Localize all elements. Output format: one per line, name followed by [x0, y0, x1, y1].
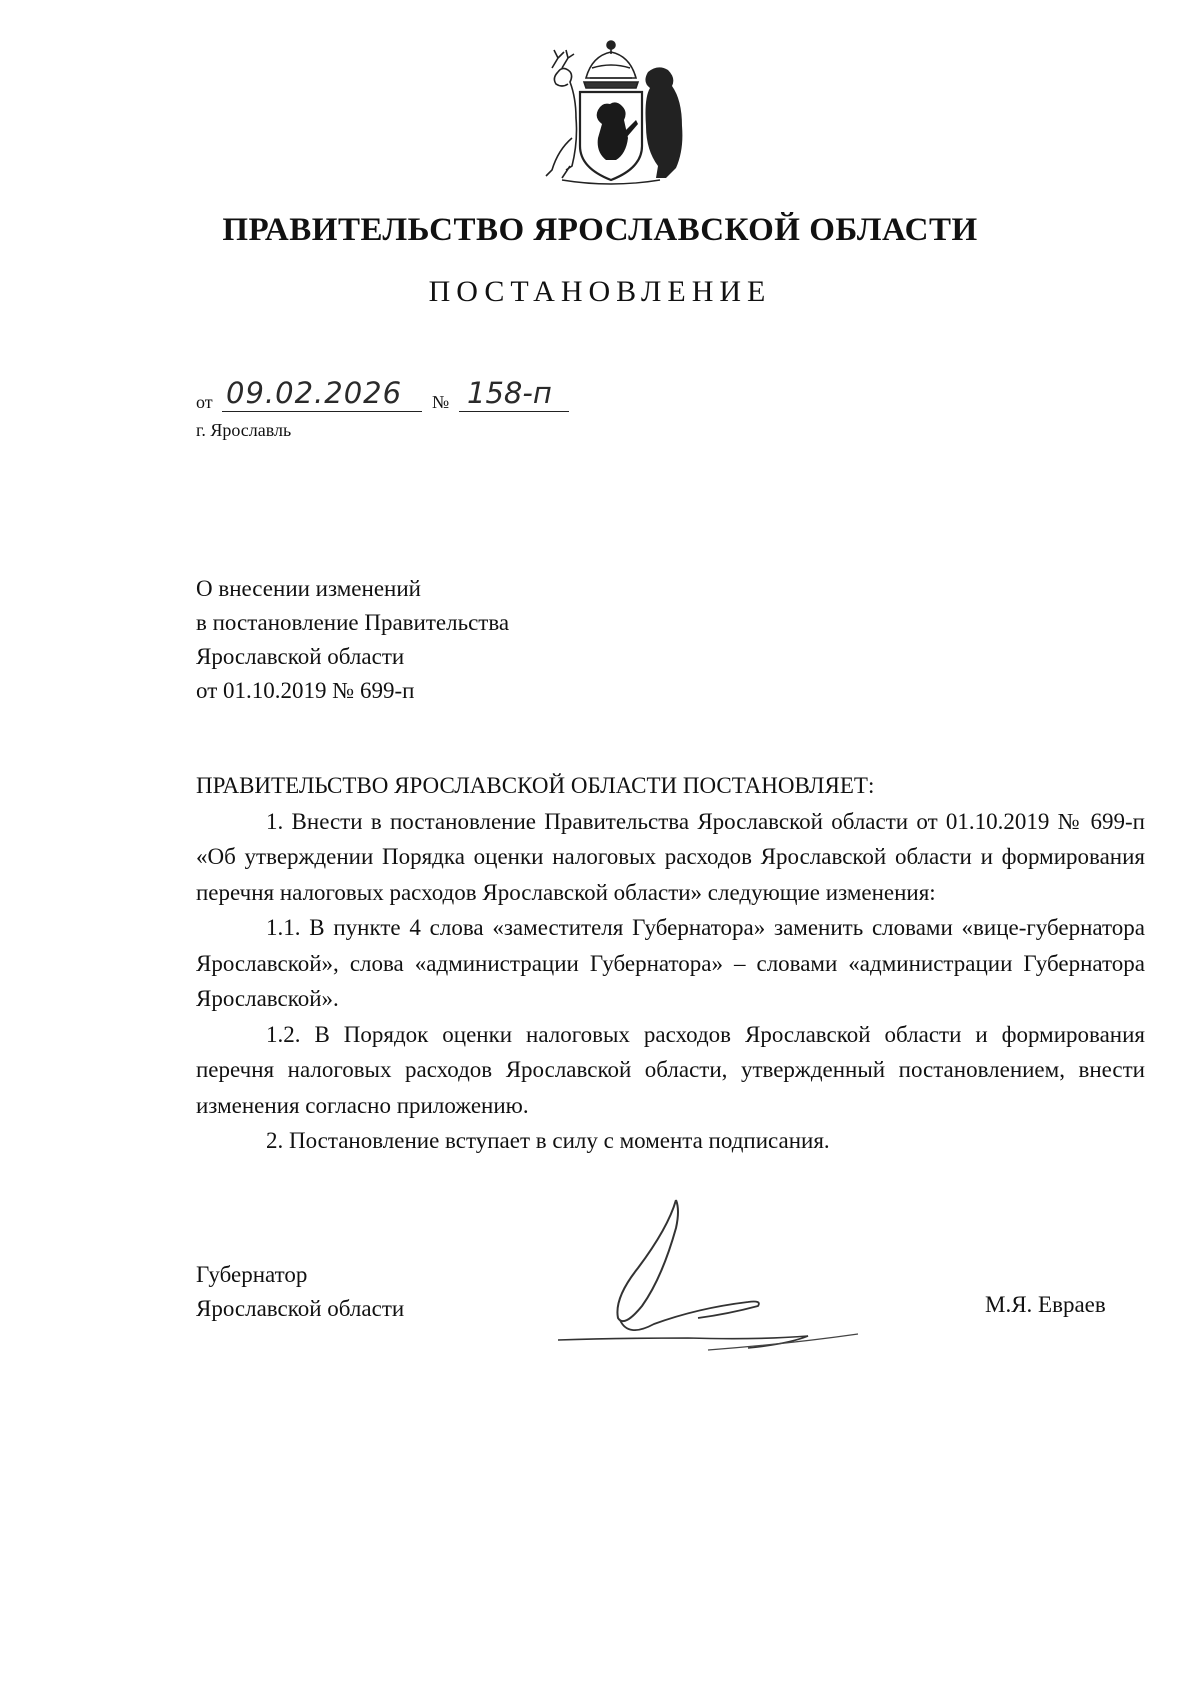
- subject-line: О внесении изменений: [196, 576, 421, 601]
- number-label: №: [432, 392, 450, 412]
- paragraph: 1.2. В Порядок оценки налоговых расходов Ярославской области и формирования перечня налоговых расходов Ярославской области, утвержденный постановлением, внести изменения согласно приложению.: [196, 1021, 1145, 1118]
- subject-line: от 01.10.2019 № 699-п: [196, 678, 415, 703]
- city-name: г. Ярославль: [196, 420, 292, 440]
- handwritten-signature: [558, 1188, 888, 1363]
- decree-heading: ПРАВИТЕЛЬСТВО ЯРОСЛАВСКОЙ ОБЛАСТИ ПОСТАНОВЛЯЕТ:: [196, 773, 875, 798]
- signer-role-line: Губернатор: [196, 1262, 308, 1287]
- document-body: [196, 768, 1145, 1159]
- paragraph: 1. Внести в постановление Правительства Ярославской области от 01.10.2019 № 699-п «Об утверждении Порядка оценки налоговых расходов Ярославской области и формирования перечня налоговых расходов Ярославской области» следующие изменения:: [196, 808, 1145, 905]
- government-title: ПРАВИТЕЛЬСТВО ЯРОСЛАВСКОЙ ОБЛАСТИ: [222, 212, 978, 248]
- document-type: ПОСТАНОВЛЕНИЕ: [428, 275, 772, 308]
- signer-role: [196, 1258, 404, 1326]
- paragraph: 2. Постановление вступает в силу с момента подписания.: [266, 1128, 830, 1153]
- document-subject: [196, 572, 509, 708]
- signer-role-line: Ярославской области: [196, 1296, 405, 1321]
- dateline: [196, 376, 616, 420]
- date-value: 09.02.2026: [222, 376, 422, 412]
- signer-name: М.Я. Евраев: [985, 1292, 1106, 1317]
- subject-line: Ярославской области: [196, 644, 405, 669]
- number-value: 158-п: [459, 376, 569, 412]
- paragraph: 1.1. В пункте 4 слова «заместителя Губернатора» заменить словами «вице-губернатора Ярославской», слова «администрации Губернатора» – словами «администрации Губернатора Ярославской».: [196, 915, 1145, 1011]
- subject-line: в постановление Правительства: [196, 610, 510, 635]
- date-label: от: [196, 392, 213, 412]
- coat-of-arms-icon: [532, 38, 690, 188]
